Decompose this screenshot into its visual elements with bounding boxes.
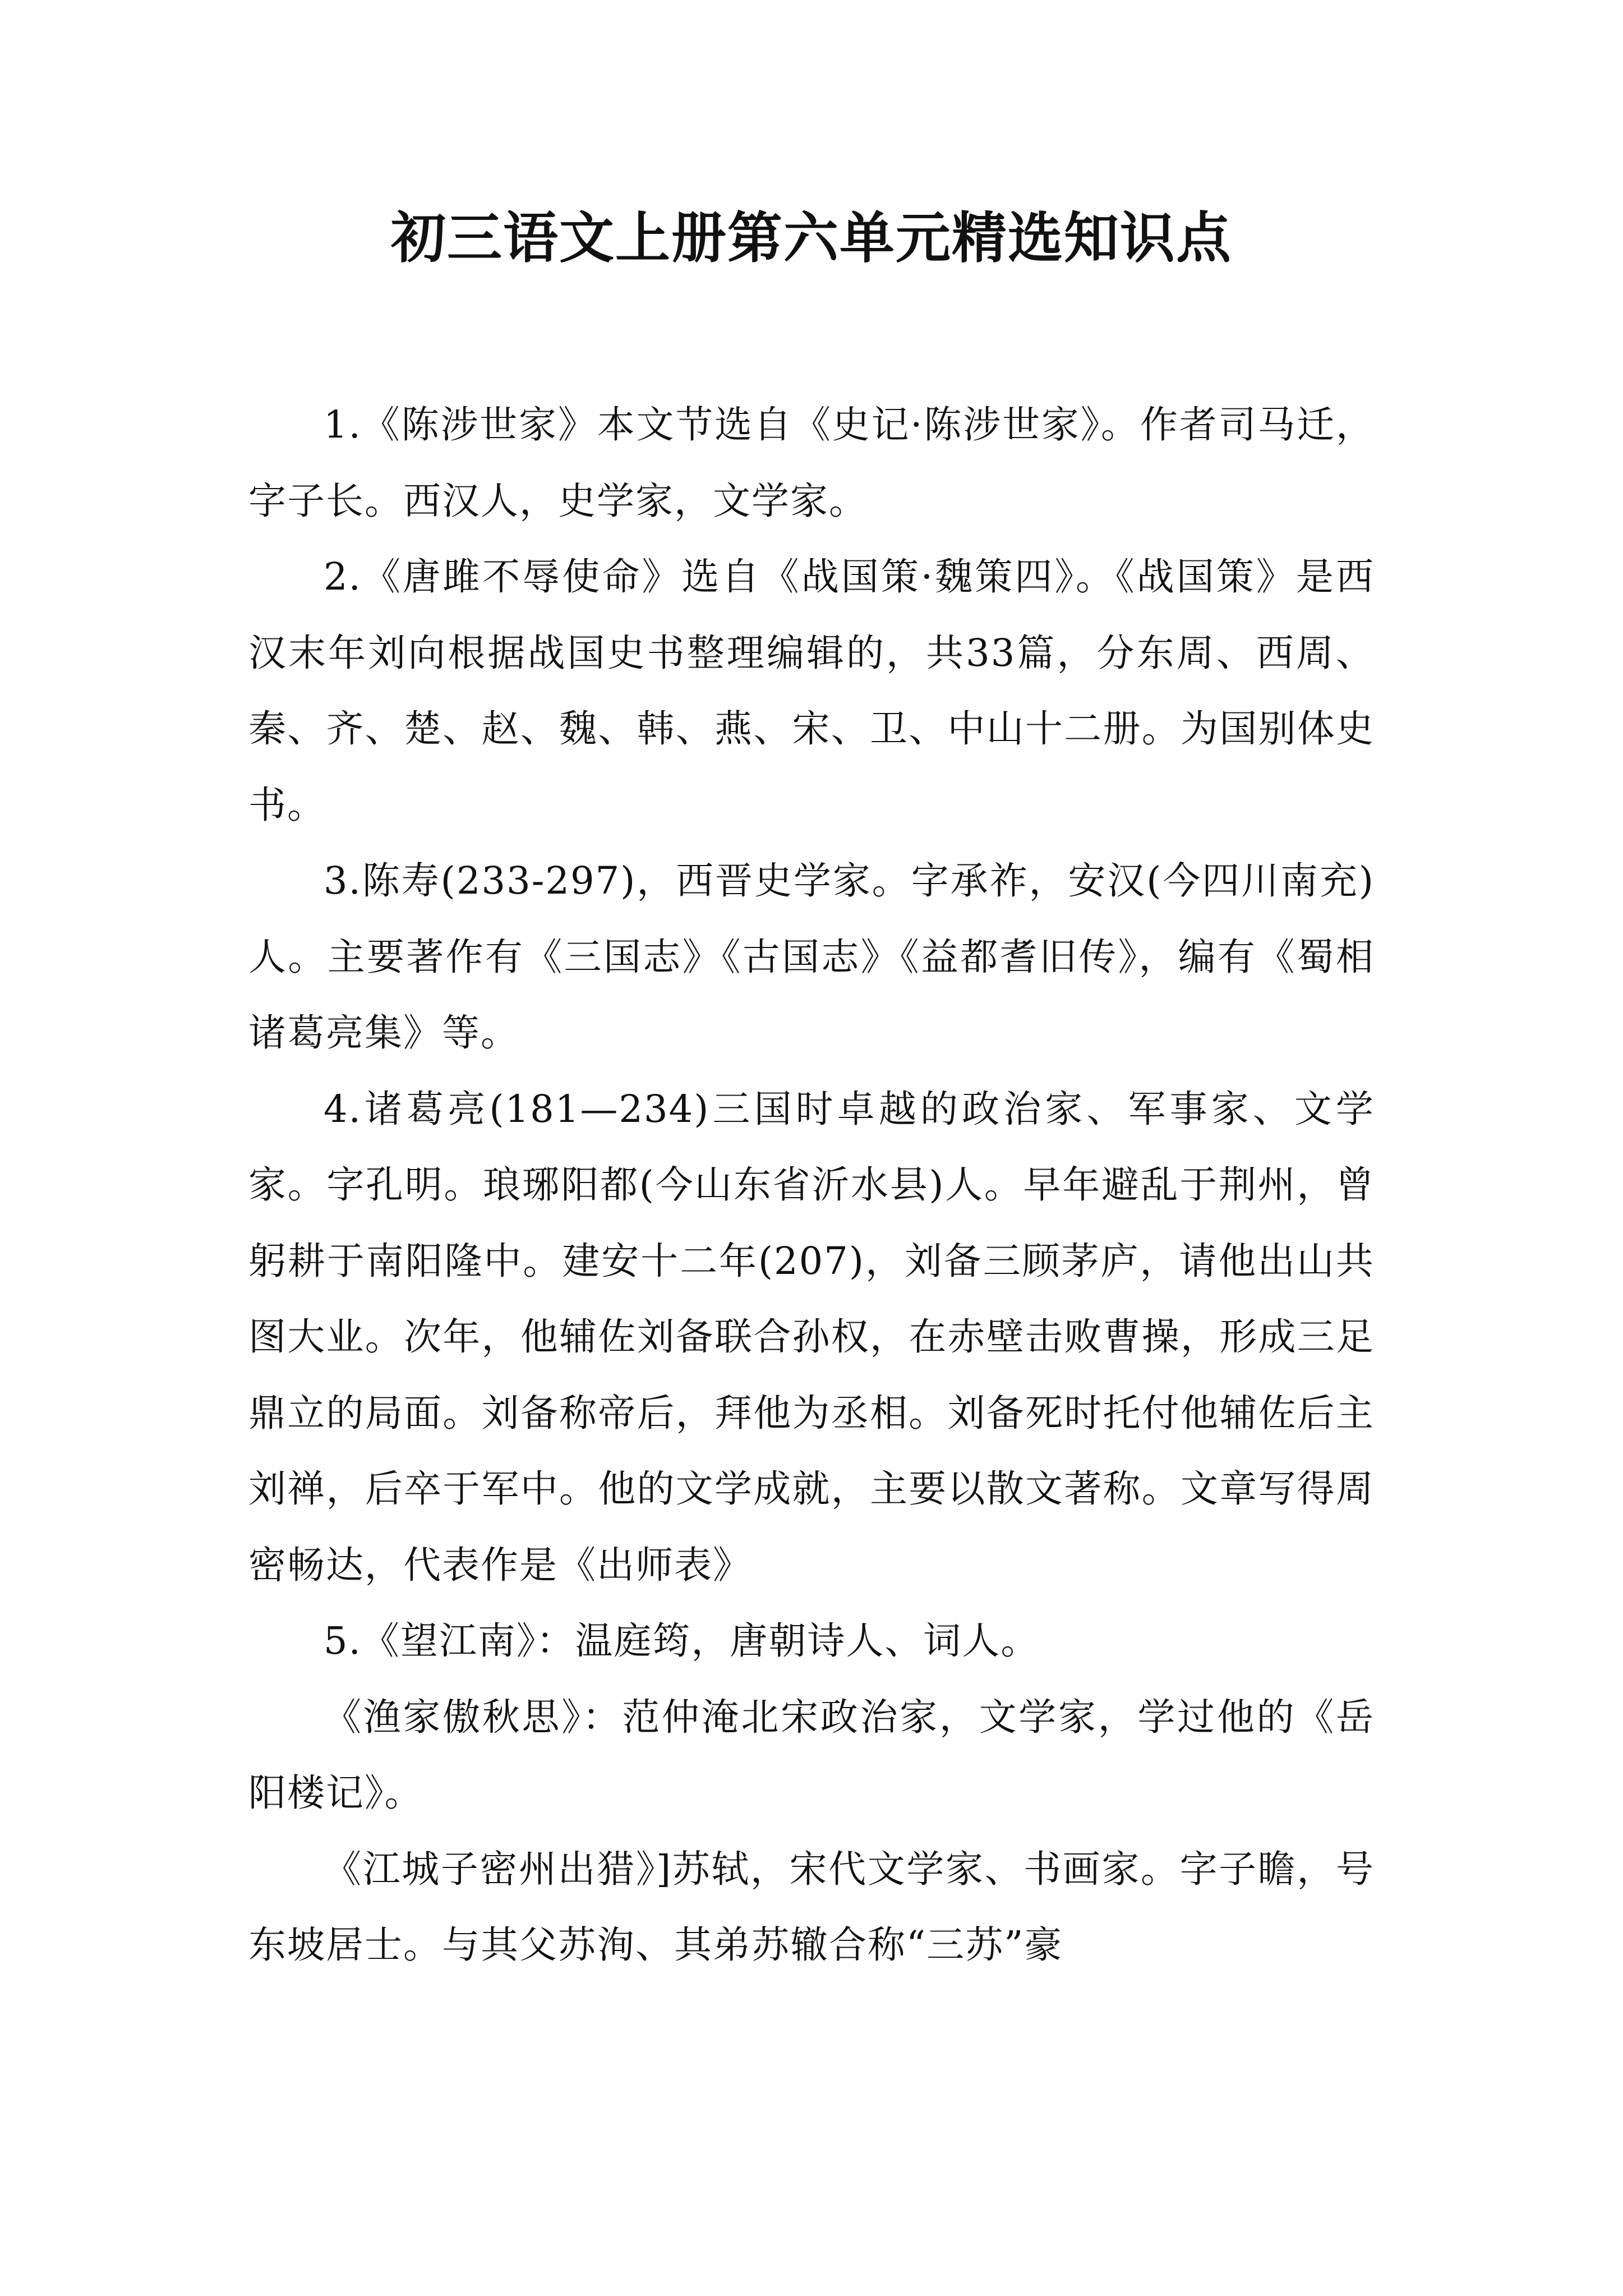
- paragraph-yu-jia-ao: 《渔家傲秋思》：范仲淹北宋政治家，文学家，学过他的《岳阳楼记》。: [248, 1695, 1375, 1815]
- document-body: [248, 387, 1375, 1984]
- document-title: 初三语文上册第六单元精选知识点: [390, 206, 1232, 270]
- paragraph-zhuge-liang: 4.诸葛亮(181—234)三国时卓越的政治家、军事家、文学家。字孔明。琅琊阳都(今山东省沂水县)人。早年避乱于荆州，曾躬耕于南阳隆中。建安十二年(207)，刘备三顾茅庐，请他出山共图大业。次年，他辅佐刘备联合孙权，在赤壁击败曹操，形成三足鼎立的局面。刘备称帝后，拜他为丞相。刘备死时托付他辅佐后主刘禅，后卒于军中。他的文学成就，主要以散文著称。文章写得周密畅达，代表作是《出师表》: [248, 1087, 1375, 1587]
- paragraph-jiang-cheng-zi: 《江城子密州出猎》]苏轼，宋代文学家、书画家。字子瞻，号东坡居士。与其父苏洵、其弟苏辙合称“三苏”豪: [248, 1847, 1375, 1967]
- paragraph-chen-shou: 3.陈寿(233-297)，西晋史学家。字承祚，安汉(今四川南充)人。主要著作有《三国志》《古国志》《益都耆旧传》，编有《蜀相诸葛亮集》等。: [248, 859, 1375, 1055]
- paragraph-wang-jiang-nan: 5.《望江南》：温庭筠，唐朝诗人、词人。: [324, 1619, 1040, 1663]
- paragraph-tang-ju: 2.《唐雎不辱使命》选自《战国策·魏策四》。《战国策》是西汉末年刘向根据战国史书整理编辑的，共33篇，分东周、西周、秦、齐、楚、赵、魏、韩、燕、宋、卫、中山十二册。为国别体史书。: [248, 555, 1375, 827]
- paragraph-chen-she: 1.《陈涉世家》本文节选自《史记·陈涉世家》。作者司马迁，字子长。西汉人，史学家，文学家。: [248, 403, 1375, 523]
